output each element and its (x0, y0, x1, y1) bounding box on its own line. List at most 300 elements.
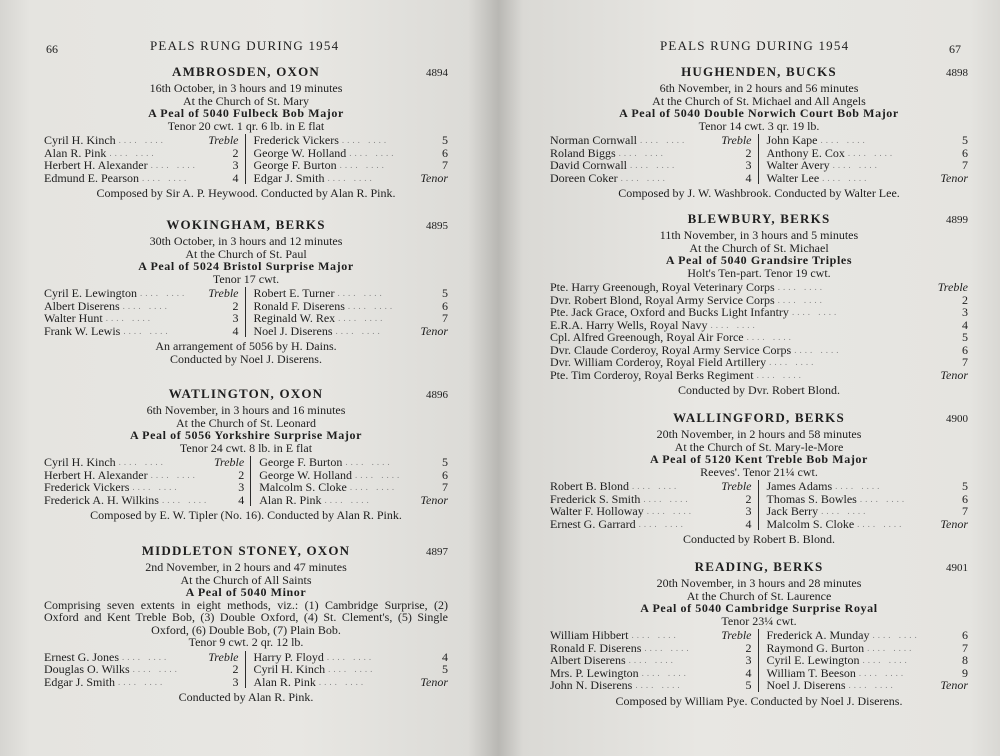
leader-dots: .... .... (630, 160, 678, 170)
ringer-name: Anthony E. Cox (766, 145, 845, 160)
page-number: 66 (46, 42, 58, 56)
ringer-name: Frank W. Lewis (44, 323, 121, 338)
ringer-name: Frederick S. Smith (550, 491, 641, 506)
leader-dots: .... .... (142, 172, 190, 183)
ringer-row (254, 676, 449, 689)
ringer-name: Noel J. Diserens (766, 678, 846, 692)
leader-dots: .... .... (822, 172, 870, 183)
leader-dots: .... .... (335, 325, 383, 336)
peal-church: At the Church of St. Laurence (686, 588, 832, 603)
peal-tenor: Tenor 23¼ cwt. (721, 613, 797, 628)
ringer-name: Cpl. Alfred Greenough, Royal Air Force (550, 330, 744, 344)
ringer-name: Ronald F. Diserens (550, 640, 642, 655)
leader-dots: .... .... (150, 469, 198, 480)
ringer-name: Walter Hunt (44, 311, 103, 325)
peal-method: A Peal of 5040 Grandsire Triples (665, 253, 853, 267)
leader-dots: .... .... (641, 667, 689, 678)
ringer-name: Thomas S. Bowles (766, 491, 857, 506)
ringer-row (44, 676, 239, 689)
leader-dots: .... .... (349, 482, 398, 492)
bell-number: 2 (962, 292, 968, 307)
ringer-name: Dvr. Claude Corderoy, Royal Army Service Corps (550, 342, 792, 357)
ringer-name: E.R.A. Harry Wells, Royal Navy (550, 317, 708, 332)
leader-dots: .... .... (777, 294, 825, 305)
bell-number: 2 (238, 467, 245, 482)
peal-footer: Composed by J. W. Washbrook. Conducted by Walter Lee. (618, 186, 900, 200)
ringer-row (767, 134, 969, 147)
ringer-name: Edgar J. Smith (253, 170, 325, 185)
ringers-left-column (44, 456, 250, 506)
leader-dots: .... .... (791, 307, 840, 317)
ringer-row (550, 679, 752, 692)
ringers-left-column (44, 134, 245, 184)
peal-header (550, 412, 968, 428)
peal-footer: Conducted by Dvr. Robert Blond. (678, 383, 840, 397)
leader-dots: .... .... (132, 482, 180, 492)
bell-number: 6 (442, 298, 448, 313)
ringer-name: John N. Diserens (550, 678, 633, 692)
leader-dots: .... .... (639, 135, 688, 145)
ringers-right-column (758, 134, 969, 184)
peal-date: 11th November, in 3 hours and 5 minutes (659, 228, 859, 242)
ringers-list (44, 651, 448, 689)
bell-number: Treble (721, 479, 752, 493)
ringer-row (44, 456, 244, 469)
ringer-row (550, 331, 968, 344)
ringer-name: Walter Lee (766, 170, 820, 185)
ringer-name: George W. Holland (259, 467, 352, 482)
leader-dots: .... .... (354, 469, 403, 480)
ringer-row (44, 312, 239, 325)
ringers-list (550, 629, 968, 692)
ringer-row (254, 312, 449, 325)
peal-place: WOKINGHAM, BERKS (166, 217, 326, 232)
peal-church: At the Church of St. Mary (183, 93, 309, 108)
leader-dots: .... .... (109, 147, 157, 158)
peal-church: At the Church of All Saints (180, 572, 312, 587)
ringer-row (44, 287, 239, 300)
ringer-row (767, 159, 969, 172)
bell-number: 6 (442, 145, 448, 160)
ringer-row (254, 287, 449, 300)
ringer-name: Robert B. Blond (550, 479, 630, 493)
bell-number: 9 (962, 665, 968, 680)
peal-header (44, 219, 448, 235)
peal-tenor: Reeves'. Tenor 21¼ cwt. (700, 464, 818, 479)
leader-dots: .... .... (324, 494, 372, 505)
bell-number: 2 (232, 298, 239, 313)
ringer-name: John Kape (766, 133, 818, 147)
leader-dots: .... .... (327, 172, 375, 183)
leader-dots: .... .... (326, 651, 375, 662)
leader-dots: .... .... (349, 147, 397, 158)
ringer-row (254, 134, 449, 147)
bell-number: Tenor (420, 674, 448, 689)
ringer-row (259, 456, 448, 469)
peal-method: A Peal of 5120 Kent Treble Bob Major (650, 452, 868, 466)
peal-header (44, 388, 448, 404)
peal-footer: Conducted by Robert B. Blond. (683, 532, 835, 546)
ringer-row (767, 172, 969, 185)
ringer-row (44, 159, 239, 172)
bell-number: 3 (745, 158, 752, 172)
ringers-right-column (245, 287, 449, 337)
leader-dots: .... .... (122, 651, 170, 662)
ringer-row (767, 679, 969, 692)
ringer-row (767, 518, 969, 531)
ringer-name: Roland Biggs (550, 145, 616, 160)
bell-number: 3 (745, 653, 752, 667)
peal-church: At the Church of St. Michael and All Angels (652, 93, 866, 108)
peal-method: A Peal of 5056 Yorkshire Surprise Major (129, 428, 363, 442)
ringer-name: Albert Diserens (44, 298, 120, 313)
peal-date: 2nd November, in 2 hours and 47 minutes (145, 560, 347, 574)
peal-footer: Composed by Sir A. P. Heywood. Conducted by Alan R. Pink. (96, 186, 396, 200)
leader-dots: .... .... (769, 357, 817, 367)
leader-dots: .... .... (643, 493, 691, 504)
ringer-row (550, 654, 752, 667)
bell-number: Tenor (420, 323, 448, 338)
leader-dots: .... .... (341, 135, 390, 145)
bell-number: 7 (442, 480, 448, 494)
bell-number: 2 (745, 145, 752, 160)
ringers-list (44, 134, 448, 184)
ringer-name: Herbert H. Alexander (44, 158, 148, 172)
leader-dots: .... .... (123, 325, 171, 336)
peal-number: 4898 (946, 67, 968, 79)
peal-entry (44, 66, 448, 200)
ringer-name: Frederick A. Munday (766, 628, 870, 642)
bell-number: 4 (745, 516, 752, 531)
leader-dots: .... .... (710, 319, 758, 330)
bell-number: Tenor (940, 678, 968, 692)
peal-number: 4895 (426, 220, 448, 232)
peal-footer: Conducted by Alan R. Pink. (178, 690, 314, 704)
leader-dots: .... .... (632, 481, 680, 491)
ringer-name: Alan R. Pink (259, 492, 322, 507)
leader-dots: .... .... (848, 680, 896, 690)
ringer-row (550, 518, 752, 531)
ringer-name: David Cornwall (550, 158, 627, 172)
peal-date: 30th October, in 3 hours and 12 minutes (149, 234, 343, 248)
peal-header (44, 66, 448, 82)
ringer-row (767, 654, 969, 667)
bell-number: 5 (962, 479, 968, 493)
ringer-row (259, 494, 448, 507)
ringer-name: Pte. Harry Greenough, Royal Veterinary Corps (550, 280, 775, 294)
ringer-name: William T. Beeson (766, 665, 856, 680)
leader-dots: .... .... (328, 664, 376, 674)
bell-number: 3 (232, 311, 239, 325)
peal-entry (550, 412, 968, 546)
ringer-row (550, 159, 752, 172)
peal-date: 6th November, in 2 hours and 56 minutes (659, 81, 859, 95)
bell-number: 3 (962, 305, 968, 319)
leader-dots: .... .... (857, 518, 905, 529)
leader-dots: .... .... (118, 676, 166, 687)
bell-number: 5 (442, 662, 448, 676)
leader-dots: .... .... (337, 288, 385, 298)
ringers-list (550, 134, 968, 184)
ringers-list (550, 480, 968, 530)
peal-description: Comprising seven extents in eight methods, viz.: (1) Cambridge Surprise, (2) Oxford and Kent Treble Bob, (3) Double Oxford, (4) St. Clement's, (5) Single Oxford, (6) Double Bob, (7) Plain Bob. (44, 597, 448, 637)
ringers-list (44, 287, 448, 337)
ringer-row (44, 663, 239, 676)
ringer-name: Mrs. P. Lewington (550, 665, 639, 680)
leader-dots: .... .... (105, 313, 153, 323)
peal-entry (44, 388, 448, 522)
leader-dots: .... .... (646, 506, 694, 516)
peal-place: READING, BERKS (694, 559, 824, 574)
bell-number: Treble (721, 628, 752, 642)
ringer-name: Ernest G. Jones (44, 649, 119, 664)
ringer-row (254, 159, 449, 172)
leader-dots: .... .... (858, 667, 907, 678)
peal-tenor: Tenor 14 cwt. 3 qr. 19 lb. (698, 118, 820, 133)
peal-entry (550, 66, 968, 200)
leader-dots: .... .... (644, 642, 692, 653)
bell-number: 6 (962, 342, 968, 357)
peal-church: At the Church of St. Leonard (176, 415, 316, 430)
leader-dots: .... .... (859, 493, 908, 504)
leader-dots: .... .... (338, 313, 386, 323)
ringer-name: William Hibbert (550, 628, 629, 642)
peal-footer: An arrangement of 5056 by H. Dains. (155, 339, 337, 353)
ringer-row (550, 134, 752, 147)
bell-number: 5 (442, 455, 448, 469)
ringer-name: Edgar J. Smith (44, 674, 115, 689)
ringer-name: George W. Holland (253, 145, 347, 160)
ringers-left-column (550, 629, 758, 692)
ringers-list (44, 456, 448, 506)
bell-number: 6 (962, 491, 968, 506)
ringer-name: Frederick Vickers (44, 480, 130, 494)
ringer-row (550, 172, 752, 185)
ringer-name: Raymond G. Burton (766, 640, 865, 655)
ringer-name: Dvr. Robert Blond, Royal Army Service Corps (550, 292, 775, 307)
bell-number: 8 (962, 653, 968, 667)
ringer-row (767, 480, 969, 493)
leader-dots: .... .... (118, 457, 166, 467)
leader-dots: .... .... (862, 655, 910, 665)
ringer-row (254, 172, 449, 185)
peal-date: 6th November, in 3 hours and 16 minutes (146, 403, 346, 417)
peal-method: A Peal of 5040 Cambridge Surprise Royal (640, 601, 878, 615)
leader-dots: .... .... (746, 332, 794, 342)
bell-number: 3 (238, 480, 245, 494)
bell-number: Tenor (940, 170, 968, 185)
leader-dots: .... .... (794, 344, 842, 355)
ringer-name: Cyril E. Lewington (44, 286, 137, 300)
leader-dots: .... .... (872, 630, 920, 640)
peal-tenor: Tenor 24 cwt. 8 lb. in E flat (179, 440, 313, 455)
ringer-row (44, 172, 239, 185)
leader-dots: .... .... (867, 642, 915, 653)
peal-place: BLEWBURY, BERKS (687, 211, 831, 226)
bell-number: Tenor (940, 367, 968, 382)
ringers-left-column (44, 287, 245, 337)
leader-dots: .... .... (847, 147, 896, 158)
ringers-left-column (550, 134, 758, 184)
bell-number: 7 (962, 355, 968, 369)
bell-number: 5 (962, 330, 968, 344)
peal-entry (44, 545, 448, 704)
ringer-name: Herbert H. Alexander (44, 467, 148, 482)
ringer-name: Walter Avery (766, 158, 830, 172)
leader-dots: .... .... (150, 160, 198, 170)
peal-church: At the Church of St. Paul (185, 246, 307, 261)
right-page (498, 0, 1000, 756)
bell-number: 4 (745, 170, 752, 185)
ringer-name: Ernest G. Garrard (550, 516, 636, 531)
ringers-right-column (250, 456, 448, 506)
ringer-name: Harry P. Floyd (253, 649, 324, 664)
ringer-name: Walter F. Holloway (550, 504, 644, 518)
peal-method: A Peal of 5040 Minor (185, 585, 307, 599)
bell-number: 3 (232, 674, 239, 689)
ringer-name: Frederick Vickers (253, 133, 339, 147)
ringer-name: Dvr. William Corderoy, Royal Field Artillery (550, 355, 767, 369)
bell-number: Tenor (940, 516, 968, 531)
leader-dots: .... .... (132, 664, 180, 674)
bell-number: Treble (937, 280, 968, 294)
ringer-row (254, 325, 449, 338)
ringer-name: James Adams (766, 479, 833, 493)
ringers-right-column (758, 629, 969, 692)
peal-number: 4899 (946, 214, 968, 226)
bell-number: 4 (745, 665, 752, 680)
page-number: 67 (949, 42, 961, 56)
ringer-name: Cyril H. Kinch (253, 662, 326, 676)
peal-header (550, 213, 968, 229)
bell-number: 6 (962, 145, 968, 160)
bell-number: 3 (232, 158, 239, 172)
leader-dots: .... .... (631, 630, 679, 640)
bell-number: Treble (721, 133, 752, 147)
ringer-name: Malcolm S. Cloke (259, 480, 347, 494)
peal-date: 16th October, in 3 hours and 19 minutes (149, 81, 343, 95)
ringer-row (44, 481, 244, 494)
peal-place: WALLINGFORD, BERKS (673, 410, 845, 425)
bell-number: Treble (208, 133, 239, 147)
peal-method: A Peal of 5040 Double Norwich Court Bob Major (619, 106, 899, 120)
leader-dots: .... .... (620, 172, 668, 183)
ringer-name: Norman Cornwall (550, 133, 637, 147)
leader-dots: .... .... (347, 300, 396, 311)
ringer-row (550, 356, 968, 369)
peal-place: WATLINGTON, OXON (168, 386, 324, 401)
bell-number: 7 (442, 311, 448, 325)
ringer-name: Cyril H. Kinch (44, 455, 116, 469)
peal-church: At the Church of St. Michael (689, 240, 829, 255)
peal-footer: Composed by E. W. Tipler (No. 16). Conducted by Alan R. Pink. (90, 508, 402, 522)
ringer-row (44, 494, 244, 507)
peal-place: AMBROSDEN, OXON (171, 64, 320, 79)
bell-number: 2 (232, 145, 239, 160)
bell-number: Treble (208, 649, 239, 664)
ringer-name: Reginald W. Rex (253, 311, 336, 325)
bell-number: 2 (232, 662, 239, 676)
peal-place: HUGHENDEN, BUCKS (681, 64, 837, 79)
peal-method: A Peal of 5040 Fulbeck Bob Major (148, 106, 344, 120)
ringer-row (44, 325, 239, 338)
ringer-row (550, 306, 968, 319)
ringer-row (767, 505, 969, 518)
leader-dots: .... .... (777, 282, 825, 292)
bell-number: 7 (962, 504, 968, 518)
ringer-name: Pte. Tim Corderoy, Royal Berks Regiment (550, 367, 754, 382)
leader-dots: .... .... (161, 494, 210, 505)
peal-entry (550, 561, 968, 707)
ringers-right-column (245, 651, 449, 689)
bell-number: Tenor (420, 170, 448, 185)
ringer-row (254, 663, 449, 676)
bell-number: Treble (208, 286, 239, 300)
ringer-name: George F. Burton (253, 158, 337, 172)
ringer-row (259, 481, 448, 494)
leader-dots: .... .... (118, 135, 166, 145)
bell-number: 5 (962, 133, 968, 147)
ringer-name: Noel J. Diserens (253, 323, 333, 338)
peal-footer: Conducted by Noel J. Diserens. (170, 351, 322, 366)
peal-number: 4896 (426, 389, 448, 401)
peal-number: 4894 (426, 67, 448, 79)
leader-dots: .... .... (835, 481, 883, 491)
ringer-row (44, 134, 239, 147)
running-head: PEALS RUNG DURING 1954 (150, 38, 340, 53)
bell-number: 7 (962, 158, 968, 172)
peal-date: 20th November, in 3 hours and 28 minutes (656, 576, 862, 590)
peal-entry (550, 213, 968, 397)
ringers-right-column (245, 134, 449, 184)
ringer-row (550, 281, 968, 294)
peal-header (550, 66, 968, 82)
leader-dots: .... .... (638, 518, 686, 529)
bell-number: 5 (442, 286, 448, 300)
leader-dots: .... .... (122, 300, 170, 311)
leader-dots: .... .... (345, 457, 393, 467)
ringer-name: George F. Burton (259, 455, 343, 469)
peal-header (44, 545, 448, 561)
ringer-row (550, 369, 968, 382)
leader-dots: .... .... (628, 655, 676, 665)
bell-number: 4 (232, 323, 239, 338)
ringers-left-column (550, 480, 758, 530)
peal-number: 4897 (426, 546, 448, 558)
bell-number: 5 (745, 678, 752, 692)
peal-header (550, 561, 968, 577)
bell-number: 6 (442, 467, 448, 482)
ringer-name: Edmund E. Pearson (44, 170, 139, 185)
peal-place: MIDDLETON STONEY, OXON (141, 543, 351, 558)
peal-entry (44, 219, 448, 365)
ringers-right-column (758, 480, 969, 530)
bell-number: 7 (962, 640, 968, 655)
peal-date: 20th November, in 2 hours and 58 minutes (656, 427, 862, 441)
bell-number: 4 (238, 492, 245, 507)
ringer-name: Albert Diserens (550, 653, 626, 667)
running-head: PEALS RUNG DURING 1954 (660, 38, 850, 53)
bell-number: 3 (745, 504, 752, 518)
ringer-name: Frederick A. H. Wilkins (44, 492, 159, 507)
leader-dots: .... .... (832, 160, 880, 170)
bell-number: Tenor (420, 492, 448, 507)
peal-tenor: Tenor 20 cwt. 1 qr. 6 lb. in E flat (167, 118, 325, 133)
ringer-name: Jack Berry (766, 504, 819, 518)
ringer-row (550, 629, 752, 642)
ringer-name: Doreen Coker (550, 170, 618, 185)
ringer-name: Alan R. Pink (253, 674, 316, 689)
